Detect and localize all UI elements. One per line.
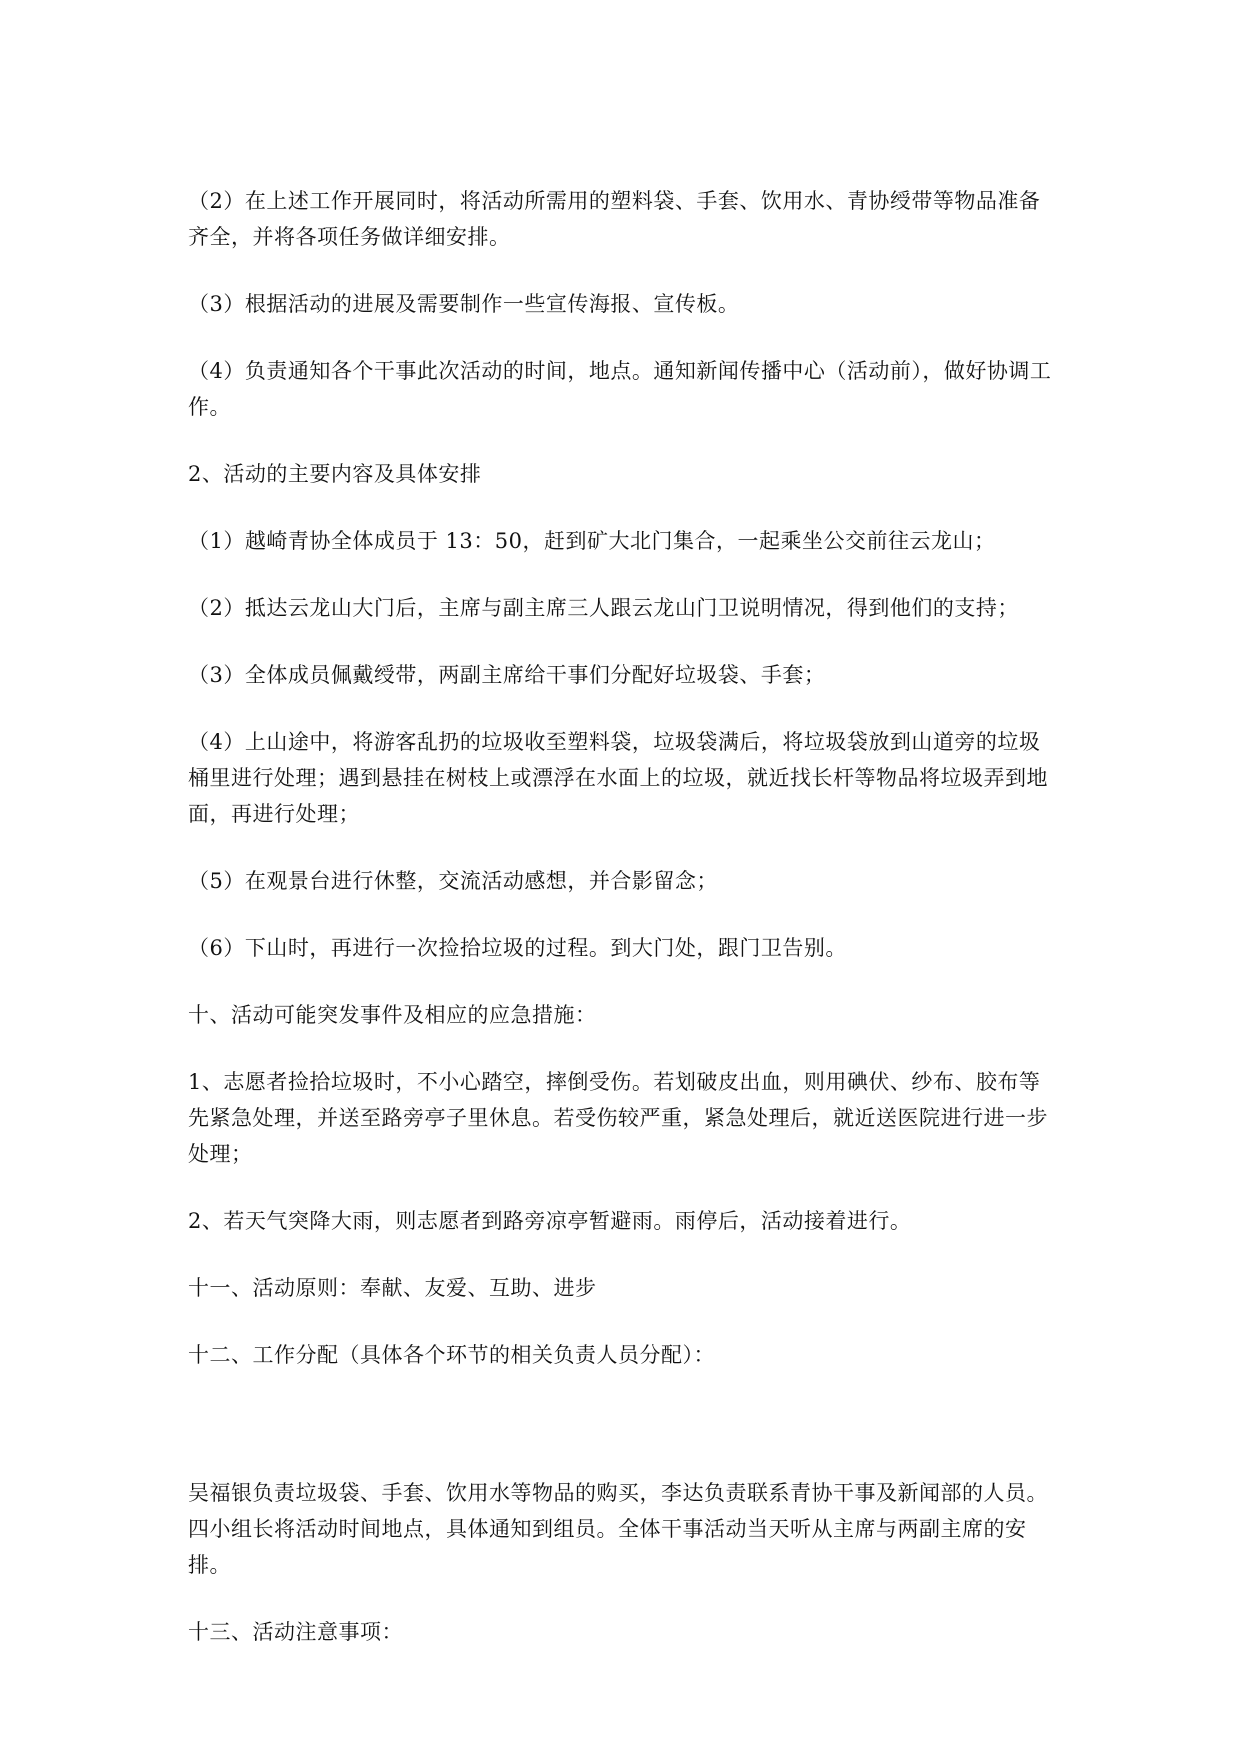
blank-space xyxy=(188,1404,1060,1475)
paragraph-step-arrive: （2）抵达云龙山大门后，主席与副主席三人跟云龙山门卫说明情况，得到他们的支持； xyxy=(188,596,1019,620)
paragraph-step-gather: （1）越崎青协全体成员于 13：50，赶到矿大北门集合，一起乘坐公交前往云龙山； xyxy=(188,529,996,553)
section-heading-emergency: 十、活动可能突发事件及相应的应急措施： xyxy=(188,1003,597,1027)
section-heading-notes: 十三、活动注意事项： xyxy=(188,1620,403,1644)
paragraph-prep-posters: （3）根据活动的进展及需要制作一些宣传海报、宣传板。 xyxy=(188,292,740,316)
section-heading-principles: 十一、活动原则：奉献、友爱、互助、进步 xyxy=(188,1276,597,1300)
paragraph-prep-materials: （2）在上述工作开展同时，将活动所需用的塑料袋、手套、饮用水、青协绶带等物品准备齐全，并将各项任务做详细安排。 xyxy=(188,189,1041,249)
paragraph-step-descend: （6）下山时，再进行一次捡拾垃圾的过程。到大门处，跟门卫告别。 xyxy=(188,936,847,960)
paragraph-emergency-rain: 2、若天气突降大雨，则志愿者到路旁凉亭暂避雨。雨停后，活动接着进行。 xyxy=(188,1209,912,1233)
paragraph-work-assignment: 吴福银负责垃圾袋、手套、饮用水等物品的购买，李达负责联系青协干事及新闻部的人员。四小组长将活动时间地点，具体通知到组员。全体干事活动当天听从主席与两副主席的安排。 xyxy=(188,1481,1048,1577)
paragraph-prep-notify: （4）负责通知各个干事此次活动的时间，地点。通知新闻传播中心（活动前），做好协调工作。 xyxy=(188,359,1052,419)
paragraph-emergency-injury: 1、志愿者捡拾垃圾时，不小心踏空，摔倒受伤。若划破皮出血，则用碘伏、纱布、胶布等先紧急处理，并送至路旁亭子里休息。若受伤较严重，紧急处理后，就近送医院进行进一步处理； xyxy=(188,1070,1048,1166)
document-body xyxy=(188,183,1060,1681)
paragraph-step-distribute: （3）全体成员佩戴绶带，两副主席给干事们分配好垃圾袋、手套； xyxy=(188,663,826,687)
section-heading-work-assignment: 十二、工作分配（具体各个环节的相关负责人员分配）： xyxy=(188,1343,715,1367)
paragraph-step-rest: （5）在观景台进行休整，交流活动感想，并合影留念； xyxy=(188,869,718,893)
section-heading-main-content: 2、活动的主要内容及具体安排 xyxy=(188,462,482,486)
paragraph-step-collect: （4）上山途中，将游客乱扔的垃圾收至塑料袋，垃圾袋满后，将垃圾袋放到山道旁的垃圾桶里进行处理；遇到悬挂在树枝上或漂浮在水面上的垃圾，就近找长杆等物品将垃圾弄到地面，再进行处理； xyxy=(188,730,1048,826)
